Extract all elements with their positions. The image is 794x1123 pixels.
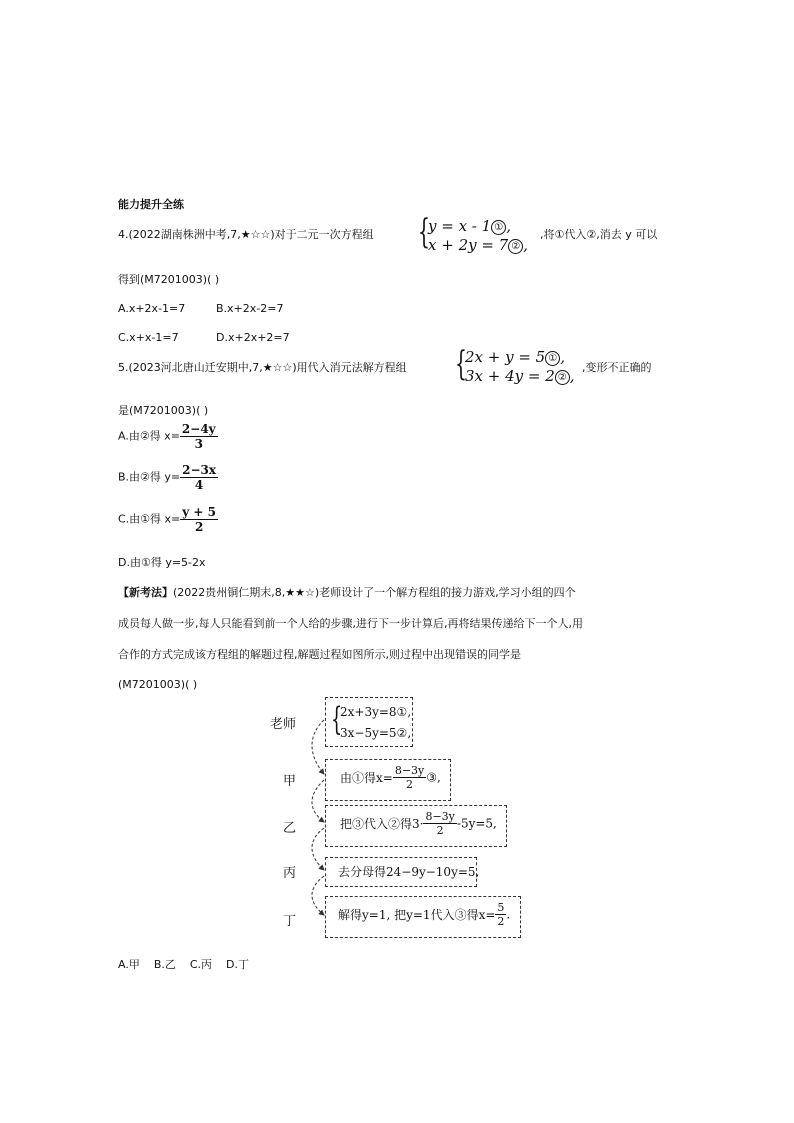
jia-step: 由①得x= $\frac{8-3y}{2}$ ③,	[340, 764, 441, 791]
label-jia: 甲	[283, 774, 297, 789]
ding-step: 解得y=1, 把y=1代入③得x= $\frac{5}{2}$ .	[338, 901, 511, 928]
q4-eq2: x + 2y = 7 ② ,	[428, 236, 529, 254]
q4-option-c: C.x+x-1=7	[118, 331, 179, 344]
q5-eq2: 3x + 4y = 2 ② ,	[465, 367, 575, 385]
arrow-yi-bing	[312, 828, 324, 870]
label-ding: 丁	[283, 914, 297, 929]
q4-brace: {	[418, 212, 430, 252]
q4-line2: 得到(M7201003)( )	[118, 273, 220, 286]
q4-intro: 4.(2022湖南株洲中考,7,★☆☆)对于二元一次方程组	[118, 228, 374, 241]
q5-option-d: D.由①得 y=5-2x	[118, 556, 206, 569]
arrow-bing-ding	[312, 876, 324, 915]
q5-option-c: C.由①得 x= $\frac{y + 5}{2}$	[118, 505, 216, 534]
q5-brace: {	[455, 344, 467, 384]
q6-options: A.甲 B.乙 C.丙 D.丁	[118, 958, 249, 971]
arrow-teacher-jia	[312, 720, 324, 774]
q4-option-a: A.x+2x-1=7	[118, 302, 186, 315]
teacher-brace: {	[331, 700, 343, 738]
q4-eq1: y = x - 1 ① ,	[428, 217, 511, 235]
label-teacher: 老师	[270, 717, 297, 732]
q5-option-b: B.由②得 y= $\frac{2-3x}{4}$	[118, 463, 217, 492]
yi-step: 把③代入②得3· $\frac{8-3y}{2}$ -5y=5,	[340, 810, 497, 837]
q5-line2: 是(M7201003)( )	[118, 404, 209, 417]
q5-intro: 5.(2023河北唐山迁安期中,7,★☆☆)用代入消元法解方程组	[118, 361, 407, 374]
q6-line4: (M7201003)( )	[118, 678, 198, 691]
arrow-jia-yi	[312, 780, 324, 822]
q6-line1: 【新考法】(2022贵州铜仁期末,8,★★☆)老师设计了一个解方程组的接力游戏,学习小组的四个	[118, 586, 576, 599]
teacher-eq2: 3x−5y=5②,	[340, 726, 412, 740]
q5-eq1: 2x + y = 5 ① ,	[465, 348, 566, 366]
q6-line2: 成员每人做一步,每人只能看到前一个人给的步骤,进行下一步计算后,再将结果传递给下一个人,用	[118, 617, 583, 630]
label-yi: 乙	[283, 821, 297, 836]
label-bing: 丙	[283, 866, 297, 881]
teacher-eq1: 2x+3y=8①,	[340, 705, 412, 719]
q4-option-b: B.x+2x-2=7	[216, 302, 284, 315]
q5-after: ,变形不正确的	[582, 361, 652, 374]
q6-line3: 合作的方式完成该方程组的解题过程,解题过程如图所示,则过程中出现错误的同学是	[118, 648, 521, 661]
q5-option-a: A.由②得 x= $\frac{2-4y}{3}$	[118, 422, 216, 451]
section-title: 能力提升全练	[118, 198, 184, 211]
bing-step: 去分母得24−9y−10y=5,	[338, 865, 480, 879]
relay-arrows	[300, 700, 343, 930]
q4-after: ,将①代入②,消去 y 可以	[540, 228, 658, 241]
q4-option-d: D.x+2x+2=7	[216, 331, 290, 344]
